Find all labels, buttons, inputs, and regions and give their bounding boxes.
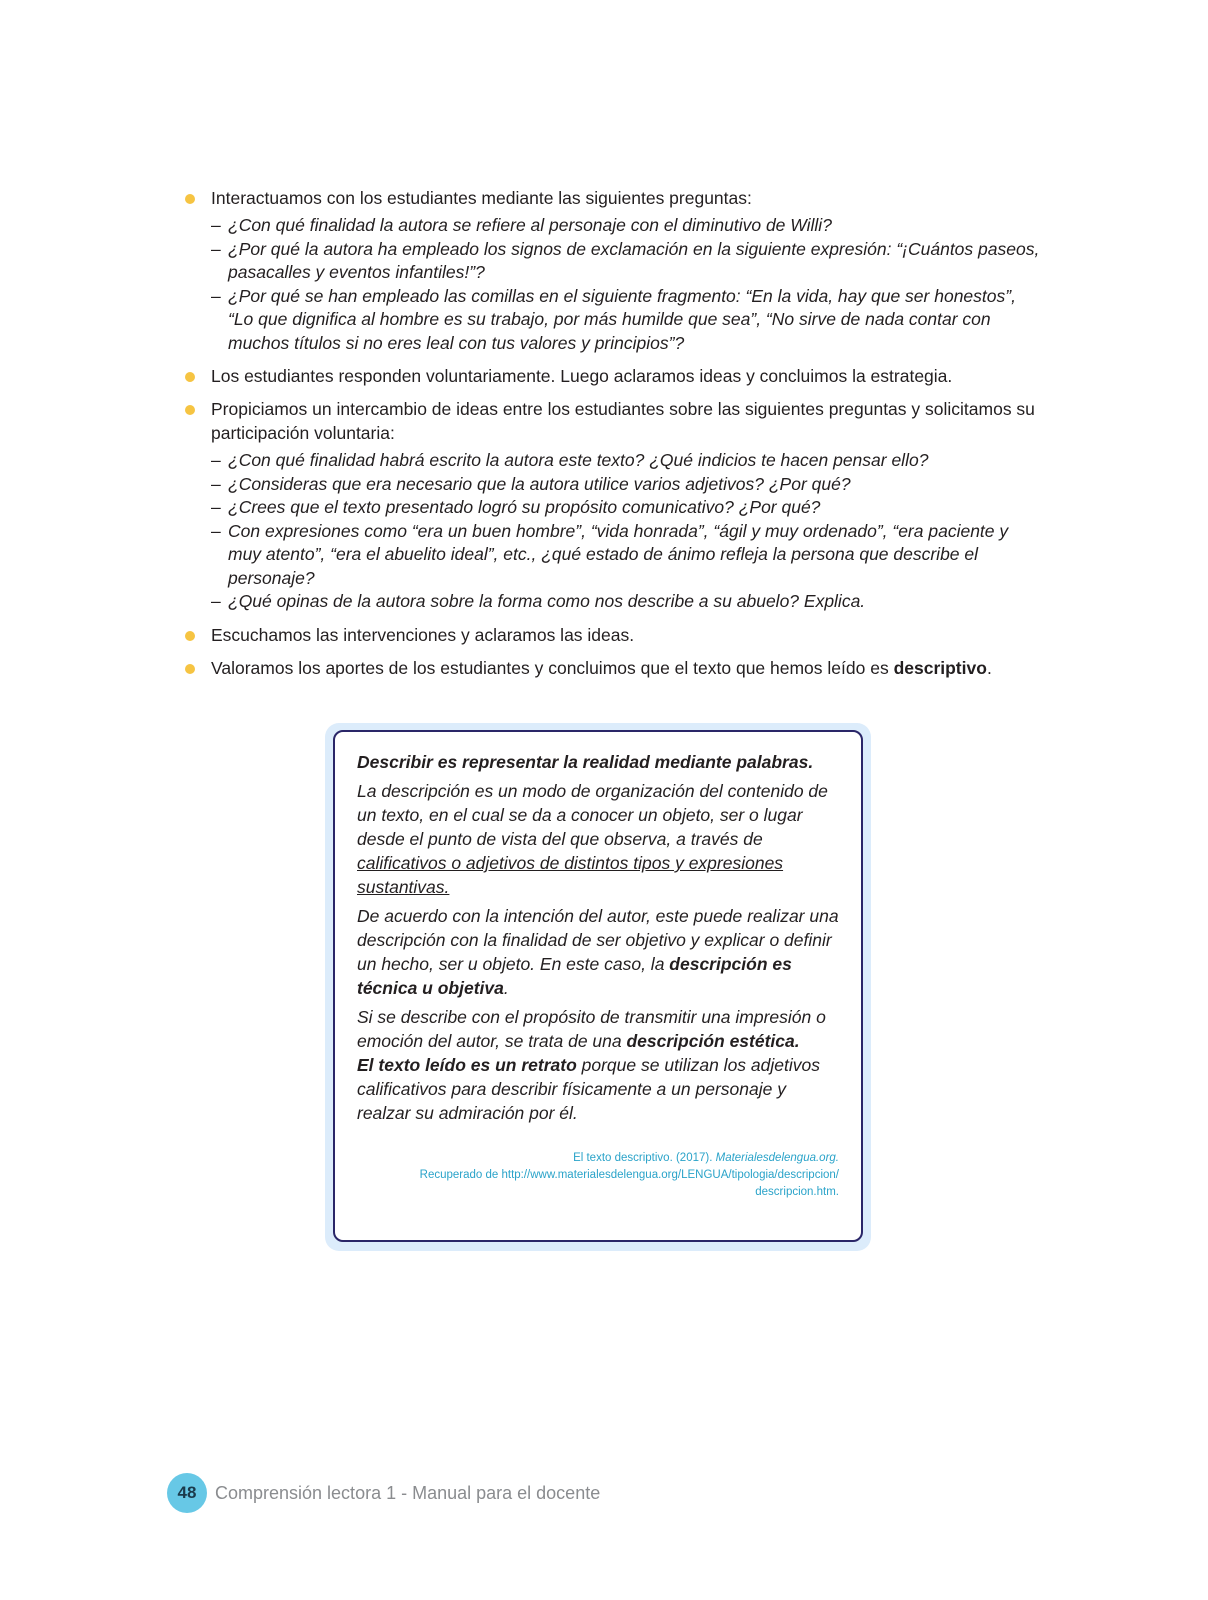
- question-text: ¿Con qué finalidad habrá escrito la autora este texto? ¿Qué indicios te hacen pensar ello?: [228, 450, 929, 470]
- dash-icon: –: [211, 285, 221, 306]
- source-italic: Materialesdelengua.org.: [715, 1152, 839, 1164]
- box-text: De acuerdo con la intención del autor, este puede realizar una descripción con la finalidad de ser objetivo y explicar o definir un hecho, ser u objeto. En este caso, la: [357, 906, 839, 974]
- bullet-item: [183, 623, 1043, 647]
- bullet-text: Los estudiantes responden voluntariamente. Luego aclaramos ideas y concluimos la estrategia.: [211, 366, 953, 386]
- definition-box: [325, 723, 871, 1251]
- bullet-bold-text: descriptivo: [893, 657, 987, 678]
- dash-icon: –: [211, 591, 221, 611]
- question-list: [211, 214, 1043, 355]
- box-bold-text: El texto leído es un retrato: [357, 1055, 577, 1075]
- question-text: ¿Consideras que era necesario que la autora utilice varios adjetivos? ¿Por qué?: [228, 473, 851, 494]
- question-text: ¿Con qué finalidad la autora se refiere al personaje con el diminutivo de Willi?: [228, 215, 832, 235]
- question-item: [211, 285, 1043, 356]
- bullet-dot-icon: [185, 194, 195, 204]
- question-item: [211, 473, 1043, 497]
- box-paragraph: [357, 1005, 839, 1125]
- bullet-dot-icon: [185, 405, 195, 415]
- question-text: ¿Por qué la autora ha empleado los signos de exclamación en la siguiente expresión: “¡Cuántos paseos, pasacalles y eventos infantiles!”?: [228, 238, 1040, 282]
- question-text: ¿Qué opinas de la autora sobre la forma como nos describe a su abuelo? Explica.: [228, 591, 866, 611]
- question-text: Con expresiones como “era un buen hombre”, “vida honrada”, “ágil y muy ordenado”, “era paciente y muy atento”, “era el abuelito ideal”, etc., ¿qué estado de ánimo refleja la persona que describe el personaje?: [228, 520, 1009, 588]
- source-url: Recuperado de http://www.materialesdelengua.org/LENGUA/tipologia/descripcion/: [419, 1169, 839, 1181]
- dash-icon: –: [211, 238, 221, 259]
- question-text: ¿Por qué se han empleado las comillas en el siguiente fragmento: “En la vida, hay que ser honestos”, “Lo que dignifica al hombre es su trabajo, por más humilde que sea”, “No sirve de nada contar con muchos títulos si no eres leal con tus valores y principios”?: [228, 285, 1016, 353]
- question-item: [211, 520, 1043, 591]
- box-bold-text: descripción es técnica u objetiva: [357, 954, 792, 998]
- question-item: [211, 496, 1043, 520]
- bullet-dot-icon: [185, 664, 195, 674]
- bullet-dot-icon: [185, 631, 195, 641]
- footer-title: Comprensión lectora 1 - Manual para el docente: [215, 1482, 601, 1503]
- bullet-text: Escuchamos las intervenciones y aclaramos las ideas.: [211, 624, 635, 645]
- question-text: ¿Crees que el texto presentado logró su propósito comunicativo? ¿Por qué?: [228, 497, 821, 517]
- page-footer: [167, 1472, 600, 1514]
- box-bold-text: descripción estética.: [626, 1031, 800, 1051]
- question-item: [211, 449, 1043, 473]
- bullet-text: Valoramos los aportes de los estudiantes y concluimos que el texto que hemos leído es: [211, 657, 894, 678]
- source-citation: [379, 1150, 839, 1201]
- dash-icon: –: [211, 520, 221, 541]
- box-paragraph: [357, 779, 839, 899]
- dash-icon: –: [211, 450, 221, 470]
- dash-icon: –: [211, 473, 221, 494]
- box-text-end: .: [503, 978, 509, 998]
- bullet-item: [183, 186, 1043, 355]
- bullet-dot-icon: [185, 372, 195, 382]
- bullet-text: Propiciamos un intercambio de ideas entre los estudiantes sobre las siguientes preguntas y solicitamos su participación voluntaria:: [211, 399, 1035, 443]
- box-title: Describir es representar la realidad mediante palabras.: [357, 752, 814, 772]
- question-list: [211, 449, 1043, 614]
- bullet-item: [183, 364, 1043, 388]
- source-text: El texto descriptivo. (2017).: [573, 1152, 716, 1164]
- box-text-end: porque se utilizan los adjetivos calificativos para describir físicamente a un personaje y realzar su admiración por él.: [357, 1055, 820, 1123]
- box-underlined-text: calificativos o adjetivos de distintos tipos y expresiones sustantivas.: [357, 853, 784, 897]
- box-text: Si se describe con el propósito de transmitir una impresión o emoción del autor, se trata de una: [357, 1007, 826, 1051]
- bullet-item: [183, 397, 1043, 614]
- definition-box-inner: [333, 730, 863, 1242]
- page-number: 48: [167, 1473, 207, 1513]
- question-item: [211, 590, 1043, 614]
- dash-icon: –: [211, 497, 221, 517]
- activity-list: [183, 186, 1043, 689]
- bullet-text-end: .: [986, 657, 992, 678]
- source-url-end: descripcion.htm.: [755, 1186, 839, 1198]
- question-item: [211, 214, 1043, 238]
- bullet-text: Interactuamos con los estudiantes mediante las siguientes preguntas:: [211, 188, 752, 208]
- bullet-item: [183, 656, 1043, 680]
- question-item: [211, 238, 1043, 285]
- box-text: La descripción es un modo de organización del contenido de un texto, en el cual se da a conocer un objeto, ser o lugar desde el punto de vista del que observa, a través de: [357, 781, 828, 849]
- box-paragraph: [357, 904, 839, 1000]
- dash-icon: –: [211, 215, 221, 235]
